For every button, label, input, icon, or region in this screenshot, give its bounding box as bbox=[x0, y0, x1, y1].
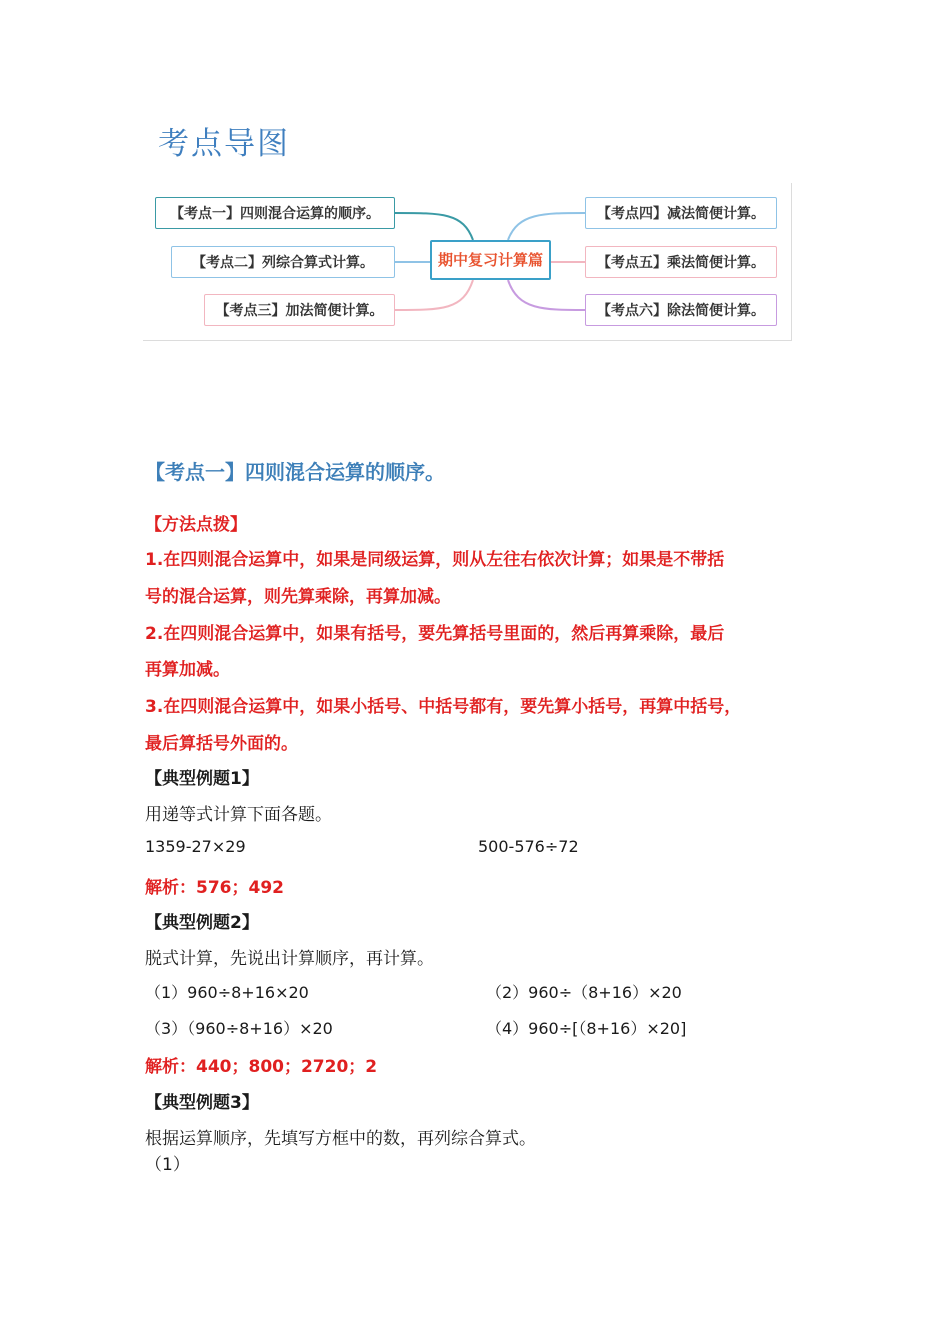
method-line-4: 再算加减。 bbox=[145, 660, 230, 680]
connector-1 bbox=[395, 213, 473, 240]
connector-4 bbox=[508, 213, 585, 240]
method-title: 【方法点拨】 bbox=[145, 515, 247, 535]
example1-instruction: 用递等式计算下面各题。 bbox=[145, 805, 332, 825]
example2-problem-1: （1）960÷8+16×20 bbox=[145, 983, 309, 1002]
mindmap-node-1: 【考点一】四则混合运算的顺序。 bbox=[155, 197, 395, 229]
connector-6 bbox=[508, 280, 585, 310]
example2-answer: 解析：440；800；2720；2 bbox=[145, 1057, 378, 1077]
page-title: 考点导图 bbox=[158, 126, 290, 162]
example1-title: 【典型例题1】 bbox=[145, 769, 259, 789]
section-heading: 【考点一】四则混合运算的顺序。 bbox=[145, 460, 445, 484]
connector-3 bbox=[395, 280, 473, 310]
example2-problem-2: （2）960÷（8+16）×20 bbox=[486, 983, 682, 1002]
method-line-6: 最后算括号外面的。 bbox=[145, 734, 298, 754]
method-line-1: 1.在四则混合运算中，如果是同级运算，则从左往右依次计算；如果是不带括 bbox=[145, 550, 725, 570]
example2-problem-3: （3）（960÷8+16）×20 bbox=[145, 1019, 333, 1038]
example1-problem-1: 1359-27×29 bbox=[145, 837, 246, 856]
mindmap-node-6: 【考点六】除法简便计算。 bbox=[585, 294, 777, 326]
mindmap-center-node: 期中复习计算篇 bbox=[430, 240, 551, 280]
example2-title: 【典型例题2】 bbox=[145, 913, 259, 933]
mindmap-node-4: 【考点四】减法简便计算。 bbox=[585, 197, 777, 229]
example3-title: 【典型例题3】 bbox=[145, 1093, 259, 1113]
method-line-2: 号的混合运算，则先算乘除，再算加减。 bbox=[145, 587, 451, 607]
example2-instruction: 脱式计算，先说出计算顺序，再计算。 bbox=[145, 949, 434, 969]
mindmap-node-3: 【考点三】加法简便计算。 bbox=[204, 294, 395, 326]
example2-problem-4: （4）960÷[（8+16）×20] bbox=[486, 1019, 687, 1038]
example1-answer: 解析：576；492 bbox=[145, 878, 284, 898]
mind-map bbox=[143, 183, 792, 341]
example1-problem-2: 500-576÷72 bbox=[478, 837, 579, 856]
method-line-3: 2.在四则混合运算中，如果有括号，要先算括号里面的，然后再算乘除，最后 bbox=[145, 624, 725, 644]
method-line-5: 3.在四则混合运算中，如果小括号、中括号都有，要先算小括号，再算中括号， bbox=[145, 697, 742, 717]
example3-sub-label: （1） bbox=[145, 1155, 190, 1175]
mindmap-node-5: 【考点五】乘法简便计算。 bbox=[585, 246, 777, 278]
mindmap-node-2: 【考点二】列综合算式计算。 bbox=[171, 246, 395, 278]
example3-instruction: 根据运算顺序，先填写方框中的数，再列综合算式。 bbox=[145, 1129, 536, 1149]
